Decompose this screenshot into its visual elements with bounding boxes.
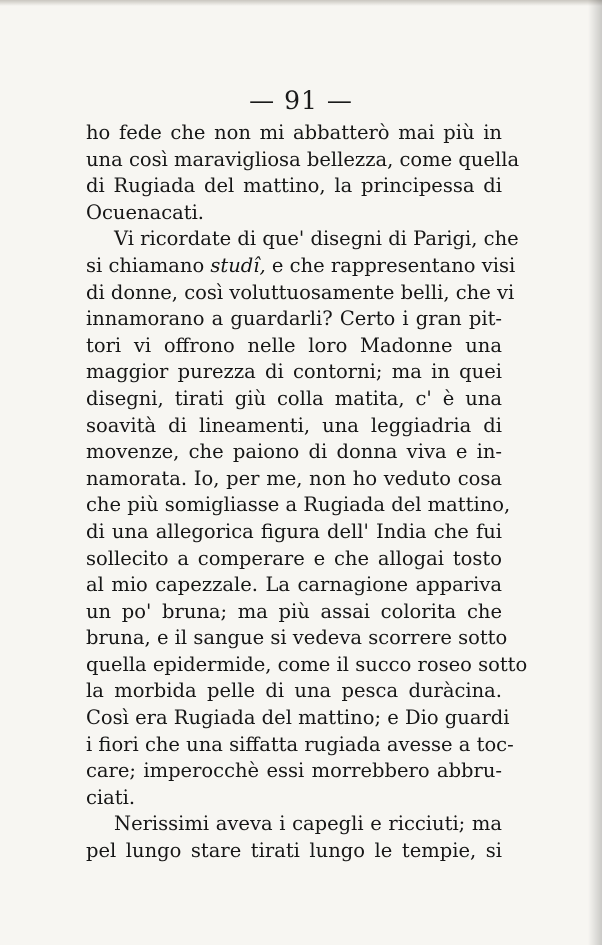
- page-binding-shadow: [588, 0, 602, 945]
- text-line: disegni, tirati giù colla matita, c' è una: [86, 386, 502, 410]
- text-line-segment: si chiamano: [86, 253, 211, 277]
- text-line-segment: e che rappresentano visi: [265, 253, 516, 277]
- text-line: di donne, così voluttuosamente belli, che vi: [86, 280, 515, 304]
- text-line: la morbida pelle di una pesca duràcina.: [86, 679, 502, 703]
- text-line: innamorano a guardarli? Certo i gran pit-: [86, 307, 502, 331]
- text-line: bruna, e il sangue si vedeva scorrere sotto: [86, 626, 508, 650]
- text-line: namorata. Io, per me, non ho veduto cosa: [86, 466, 502, 490]
- page-top-edge: [0, 0, 602, 6]
- text-line: sollecito a comperare e che allogai tosto: [86, 546, 502, 570]
- text-line: quella epidermide, come il succo roseo sotto: [86, 652, 528, 676]
- text-line: di Rugiada del mattino, la principessa di: [86, 174, 502, 198]
- body-text: [86, 120, 528, 865]
- text-line: di una allegorica figura dell' India che fui: [86, 519, 502, 543]
- text-line: ciati.: [86, 785, 136, 809]
- text-line: Così era Rugiada del mattino; e Dio guardi: [86, 706, 510, 730]
- text-line: una così maravigliosa bellezza, come quella: [86, 147, 520, 171]
- text-line: che più somigliasse a Rugiada del mattino,: [86, 493, 511, 517]
- page-number: — 91 —: [249, 86, 353, 115]
- text-line: soavità di lineamenti, una leggiadria di: [86, 413, 502, 437]
- italic-term: studî,: [210, 253, 266, 277]
- text-line: Nerissimi aveva i capegli e ricciuti; ma: [114, 812, 502, 836]
- text-line: al mio capezzale. La carnagione appariva: [86, 573, 502, 597]
- text-line: care; imperocchè essi morrebbero abbru-: [86, 759, 502, 783]
- text-line: i fiori che una siffatta rugiada avesse a toc-: [86, 732, 514, 756]
- text-line: Vi ricordate di que' disegni di Parigi, che: [114, 227, 519, 251]
- text-line: Ocuenacati.: [86, 200, 205, 224]
- text-line: ho fede che non mi abbatterò mai più in: [86, 121, 502, 144]
- text-line: un po' bruna; ma più assai colorita che: [86, 599, 502, 623]
- text-line: maggior purezza di contorni; ma in quei: [86, 360, 502, 384]
- text-line: [86, 253, 516, 280]
- text-line: tori vi offrono nelle loro Madonne una: [86, 333, 502, 357]
- text-line: movenze, che paiono di donna viva e in-: [86, 440, 502, 464]
- text-line: pel lungo stare tirati lungo le tempie, si: [86, 839, 502, 863]
